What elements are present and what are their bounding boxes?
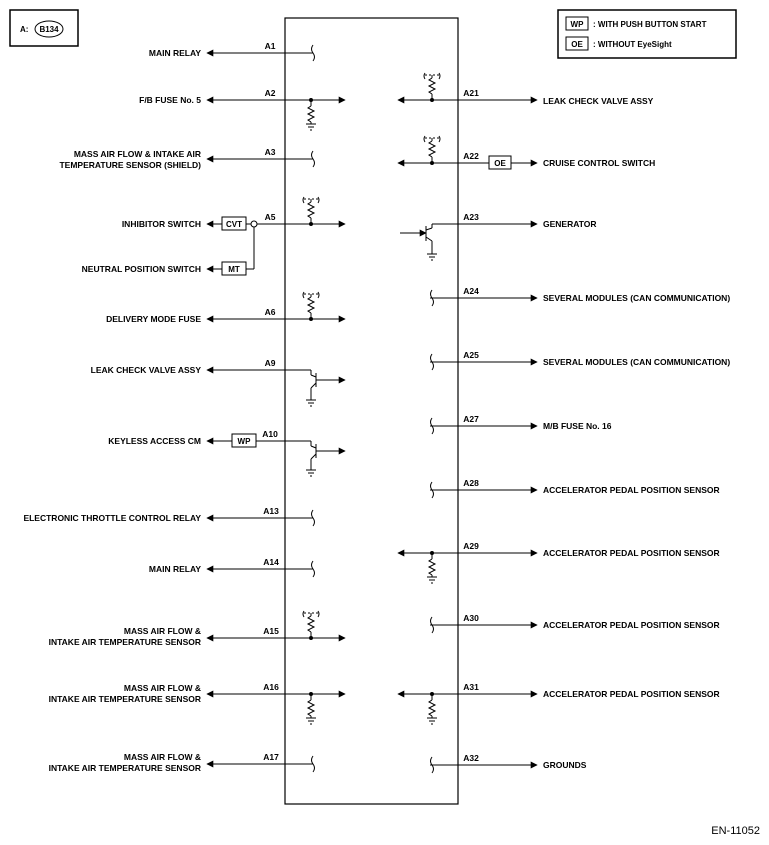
pin-a13: A13 bbox=[263, 506, 279, 516]
label-a3-line2: TEMPERATURE SENSOR (SHIELD) bbox=[59, 160, 201, 170]
pin-a5: A5 bbox=[264, 212, 276, 222]
pin-row-a10 bbox=[108, 429, 345, 476]
pin-row-a3 bbox=[59, 147, 314, 170]
label-a23: GENERATOR bbox=[543, 219, 597, 229]
pin-row-a32 bbox=[430, 753, 587, 773]
pin-row-a25 bbox=[430, 350, 730, 370]
pin-a17: A17 bbox=[263, 752, 279, 762]
pin-row-a23 bbox=[400, 212, 597, 260]
pin-a6: A6 bbox=[264, 307, 276, 317]
pin-a2: A2 bbox=[264, 88, 276, 98]
label-a15-line1: MASS AIR FLOW & bbox=[123, 626, 201, 636]
pin-a21: A21 bbox=[463, 88, 479, 98]
label-a6: DELIVERY MODE FUSE bbox=[106, 314, 201, 324]
pin-row-a15 bbox=[49, 611, 345, 647]
pin-a25: A25 bbox=[463, 350, 479, 360]
label-a17-line1: MASS AIR FLOW & bbox=[123, 752, 201, 762]
pin-a3: A3 bbox=[264, 147, 276, 157]
pin-a1: A1 bbox=[264, 41, 276, 51]
label-a16-line2: INTAKE AIR TEMPERATURE SENSOR bbox=[48, 694, 201, 704]
label-a32: GROUNDS bbox=[543, 760, 587, 770]
pin-row-a29 bbox=[398, 541, 720, 583]
pin-row-a21 bbox=[398, 73, 654, 106]
label-a27: M/B FUSE No. 16 bbox=[543, 421, 612, 431]
label-a21: LEAK CHECK VALVE ASSY bbox=[543, 96, 654, 106]
pin-row-a24 bbox=[430, 286, 730, 306]
pin-a22: A22 bbox=[463, 151, 479, 161]
label-a16-line1: MASS AIR FLOW & bbox=[123, 683, 201, 693]
label-a9: LEAK CHECK VALVE ASSY bbox=[90, 365, 201, 375]
label-neutral-switch: NEUTRAL POSITION SWITCH bbox=[81, 264, 201, 274]
pin-row-a6 bbox=[106, 292, 345, 324]
pin-a30: A30 bbox=[463, 613, 479, 623]
label-a14: MAIN RELAY bbox=[148, 564, 201, 574]
pin-a10: A10 bbox=[262, 429, 278, 439]
option-mt: MT bbox=[228, 265, 240, 274]
connector-prefix: A: bbox=[20, 25, 29, 34]
pin-row-a30 bbox=[430, 613, 720, 633]
pin-row-a28 bbox=[430, 478, 720, 498]
pin-a27: A27 bbox=[463, 414, 479, 424]
pin-a23: A23 bbox=[463, 212, 479, 222]
legend bbox=[558, 10, 736, 58]
label-a29: ACCELERATOR PEDAL POSITION SENSOR bbox=[543, 548, 720, 558]
label-a17-line2: INTAKE AIR TEMPERATURE SENSOR bbox=[48, 763, 201, 773]
pin-row-a9 bbox=[91, 358, 345, 406]
pin-row-a2 bbox=[139, 88, 345, 130]
label-a30: ACCELERATOR PEDAL POSITION SENSOR bbox=[543, 620, 720, 630]
label-a24: SEVERAL MODULES (CAN COMMUNICATION) bbox=[543, 293, 731, 303]
pin-a16: A16 bbox=[263, 682, 279, 692]
pin-a32: A32 bbox=[463, 753, 479, 763]
pin-a29: A29 bbox=[463, 541, 479, 551]
pin-a28: A28 bbox=[463, 478, 479, 488]
legend-text-wp: : WITH PUSH BUTTON START bbox=[593, 20, 707, 29]
label-a13: ELECTRONIC THROTTLE CONTROL RELAY bbox=[23, 513, 201, 523]
pin-row-a31 bbox=[398, 682, 720, 724]
pin-row-a13 bbox=[23, 506, 314, 526]
legend-code-oe: OE bbox=[571, 40, 583, 49]
pin-row-a27 bbox=[430, 414, 612, 434]
pin-row-a17 bbox=[49, 752, 315, 773]
label-a10: KEYLESS ACCESS CM bbox=[108, 436, 201, 446]
pin-a24: A24 bbox=[463, 286, 479, 296]
legend-code-wp: WP bbox=[570, 20, 584, 29]
option-wp: WP bbox=[237, 437, 251, 446]
pin-a14: A14 bbox=[263, 557, 279, 567]
pin-row-a14 bbox=[149, 557, 315, 577]
pin-row-a16 bbox=[49, 682, 345, 724]
pin-a15: A15 bbox=[263, 626, 279, 636]
ecm-box bbox=[285, 18, 458, 804]
label-a31: ACCELERATOR PEDAL POSITION SENSOR bbox=[543, 689, 720, 699]
pin-row-a1 bbox=[149, 41, 315, 61]
pin-a9: A9 bbox=[264, 358, 276, 368]
label-a15-line2: INTAKE AIR TEMPERATURE SENSOR bbox=[48, 637, 201, 647]
pin-row-a5 bbox=[82, 197, 345, 275]
pin-row-a22 bbox=[398, 136, 655, 169]
option-cvt: CVT bbox=[226, 220, 242, 229]
label-a5: INHIBITOR SWITCH bbox=[121, 219, 201, 229]
label-a25: SEVERAL MODULES (CAN COMMUNICATION) bbox=[543, 357, 731, 367]
label-a2: F/B FUSE No. 5 bbox=[139, 95, 201, 105]
connector-id: B134 bbox=[39, 25, 59, 34]
connector-label bbox=[10, 10, 78, 46]
option-oe: OE bbox=[494, 159, 506, 168]
legend-text-oe: : WITHOUT EyeSight bbox=[593, 40, 672, 49]
pin-a31: A31 bbox=[463, 682, 479, 692]
label-a1: MAIN RELAY bbox=[148, 48, 201, 58]
label-a28: ACCELERATOR PEDAL POSITION SENSOR bbox=[543, 485, 720, 495]
label-a3-line1: MASS AIR FLOW & INTAKE AIR bbox=[73, 149, 201, 159]
label-a22: CRUISE CONTROL SWITCH bbox=[543, 158, 656, 168]
figure-id: EN-11052 bbox=[711, 825, 760, 837]
